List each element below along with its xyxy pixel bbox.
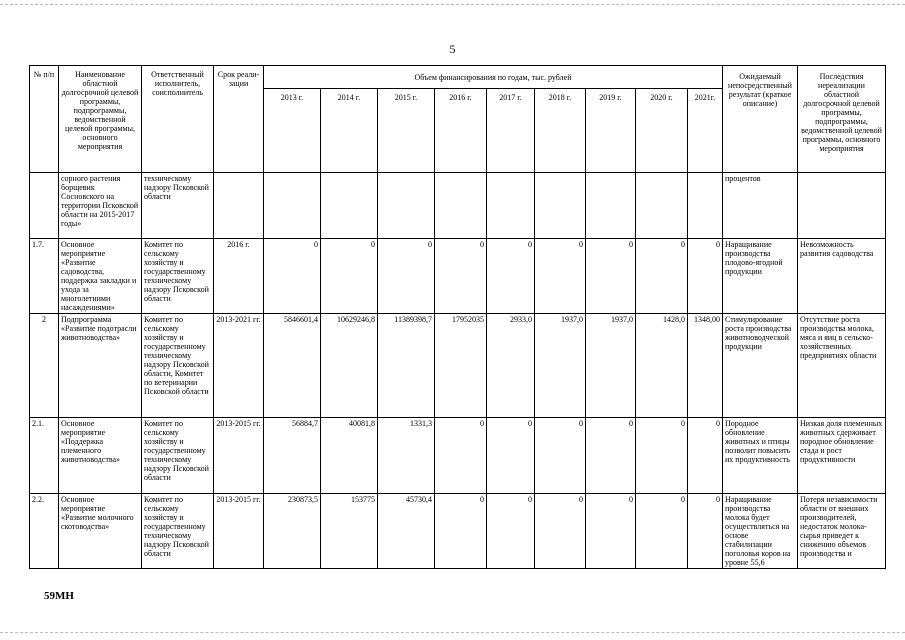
row-value: 0 — [636, 418, 688, 494]
row-value: 153775 — [321, 494, 378, 569]
scan-artifact-bottom — [0, 632, 905, 633]
scan-artifact-top — [0, 4, 905, 5]
row-value: 0 — [535, 239, 586, 314]
row-num: 2.2. — [30, 494, 59, 569]
row-term: 2013-2021 гг. — [214, 314, 264, 418]
header-term: Срок реали-зации — [214, 66, 264, 173]
row-value: 0 — [321, 239, 378, 314]
document-code: 59МН — [44, 590, 74, 602]
row-value: 0 — [435, 418, 487, 494]
row-value: 1331,3 — [378, 418, 435, 494]
row-term: 2016 г. — [214, 239, 264, 314]
row-value: 0 — [264, 239, 321, 314]
row-value: 0 — [586, 239, 636, 314]
row-value: 230873,5 — [264, 494, 321, 569]
header-year: 2020 г. — [636, 89, 688, 173]
row-result: процентов — [723, 173, 798, 239]
table-row — [30, 314, 886, 418]
row-value: 0 — [378, 239, 435, 314]
table-row — [30, 173, 886, 239]
row-value: 45730,4 — [378, 494, 435, 569]
row-value: 0 — [636, 494, 688, 569]
page-number: 5 — [449, 42, 456, 56]
row-value: 1348,00 — [688, 314, 723, 418]
header-year: 2013 г. — [264, 89, 321, 173]
header-year: 2015 г. — [378, 89, 435, 173]
funding-table — [29, 65, 886, 569]
row-name: сорного растения борщевик Сосновского на территории Псковской области на 2015-2017 годы» — [59, 173, 142, 239]
row-value: 56884,7 — [264, 418, 321, 494]
row-value: 17952035 — [435, 314, 487, 418]
row-value: 10629246,8 — [321, 314, 378, 418]
row-value — [535, 173, 586, 239]
header-year: 2018 г. — [535, 89, 586, 173]
row-value: 5846601,4 — [264, 314, 321, 418]
row-value: 0 — [586, 418, 636, 494]
row-num — [30, 173, 59, 239]
row-value: 0 — [586, 494, 636, 569]
row-value: 0 — [487, 239, 535, 314]
header-year: 2019 г. — [586, 89, 636, 173]
row-value: 1937,0 — [586, 314, 636, 418]
row-name: Основное мероприятие «Поддержка племенного животноводства» — [59, 418, 142, 494]
row-value — [688, 173, 723, 239]
row-consequences: Невозможность развития садоводства — [798, 239, 886, 314]
row-value: 0 — [487, 418, 535, 494]
row-value: 11389398,7 — [378, 314, 435, 418]
row-value — [435, 173, 487, 239]
row-term: 2013-2015 гг. — [214, 494, 264, 569]
row-consequences — [798, 173, 886, 239]
row-value — [321, 173, 378, 239]
row-name: Основное мероприятие «Развитие молочного скотоводства» — [59, 494, 142, 569]
header-result: Ожидаемый непосредственный результат (краткое описание) — [723, 66, 798, 173]
header-year: 2014 г. — [321, 89, 378, 173]
row-num: 2.1. — [30, 418, 59, 494]
header-executor: Ответственный исполнитель, соисполнитель — [142, 66, 214, 173]
row-result: Породное обновление животных и птицы позволит повысить их продуктивность — [723, 418, 798, 494]
row-result: Стимулирование роста производства животноводческой продукции — [723, 314, 798, 418]
row-executor: техническому надзору Псковской области — [142, 173, 214, 239]
table-row — [30, 239, 886, 314]
row-executor: Комитет по сельскому хозяйству и государственному техническому надзору Псковской области — [142, 418, 214, 494]
row-value: 0 — [435, 239, 487, 314]
header-consequences: Последствия нереализации областной долгосрочной целевой программы, подпрограммы, ведомственной целевой программы, основного мероприятия — [798, 66, 886, 173]
row-value: 2933,0 — [487, 314, 535, 418]
row-value: 1937,0 — [535, 314, 586, 418]
row-value — [487, 173, 535, 239]
row-executor: Комитет по сельскому хозяйству и государственному техническому надзору Псковской области — [142, 494, 214, 569]
row-value: 0 — [487, 494, 535, 569]
row-value: 0 — [688, 494, 723, 569]
row-executor: Комитет по сельскому хозяйству и государственному техническому надзору Псковской области, Комитет по ветеринарии Псковской области — [142, 314, 214, 418]
row-value: 0 — [535, 418, 586, 494]
row-value — [264, 173, 321, 239]
row-value: 0 — [435, 494, 487, 569]
row-value: 0 — [688, 418, 723, 494]
row-value — [636, 173, 688, 239]
header-year: 2017 г. — [487, 89, 535, 173]
row-num: 1.7. — [30, 239, 59, 314]
header-row-top — [30, 66, 886, 89]
row-value: 0 — [688, 239, 723, 314]
row-consequences: Низкая доля племенных животных сдерживает породное обновление стада и рост продуктивности — [798, 418, 886, 494]
row-term: 2013-2015 гг. — [214, 418, 264, 494]
row-num: 2 — [30, 314, 59, 418]
header-year: 2021г. — [688, 89, 723, 173]
table-row — [30, 494, 886, 569]
row-name: Подпрограмма «Развитие подотрасли животноводства» — [59, 314, 142, 418]
row-value: 0 — [535, 494, 586, 569]
row-value: 40081,8 — [321, 418, 378, 494]
row-name: Основное мероприятие «Развитие садоводства, поддержка закладки и ухода за многолетними насаждениями» — [59, 239, 142, 314]
row-executor: Комитет по сельскому хозяйству и государственному техническому надзору Псковской области — [142, 239, 214, 314]
row-value — [586, 173, 636, 239]
row-value: 1428,0 — [636, 314, 688, 418]
table-row — [30, 418, 886, 494]
row-result: Наращивание производства молока будет осуществляться на основе стабилизации поголовья коров на уровне 55,6 — [723, 494, 798, 569]
row-result: Наращивание производства плодово-ягодной продукции — [723, 239, 798, 314]
row-value — [378, 173, 435, 239]
row-consequences: Потеря независимости области от внешних производителей, недостаток молока-сырья приведет к снижению объемов производства и — [798, 494, 886, 569]
row-consequences: Отсутствие роста производства молока, мяса и яиц в сельско-хозяйственных предприятиях области — [798, 314, 886, 418]
header-funding: Объем финансирования по годам, тыс. рублей — [264, 66, 723, 89]
row-value: 0 — [636, 239, 688, 314]
header-name: Наименование областной долгосрочной целевой программы, подпрограммы, ведомственной целевой программы, основного мероприятия — [59, 66, 142, 173]
header-year: 2016 г. — [435, 89, 487, 173]
row-term — [214, 173, 264, 239]
header-num: № п/п — [30, 66, 59, 173]
